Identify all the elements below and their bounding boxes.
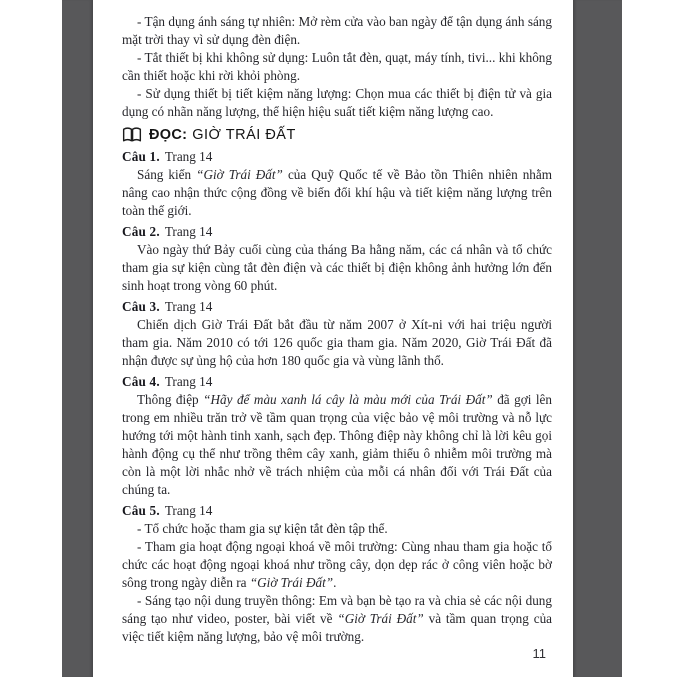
text-segment: Sáng kiến bbox=[137, 167, 197, 182]
text-segment: - Tham gia hoạt động ngoại khoá về môi trường: Cùng nhau tham gia hoặc tổ chức các hoạt động ngoại khoá như trồng cây, dọn dẹp rác ở công viên hoặc bờ sông trong ngày diễn ra bbox=[122, 539, 552, 590]
text-segment: “Hãy để màu xanh lá cây là màu mới của Trái Đất” bbox=[203, 392, 493, 407]
text-segment: Vào ngày thứ Bảy cuối cùng của tháng Ba hằng năm, các cá nhân và tổ chức tham gia sự kiện cùng tắt đèn điện và các thiết bị điện không ảnh hưởng lớn đến sinh hoạt trong vòng 60 phút. bbox=[122, 242, 552, 293]
question-number: Câu 5. bbox=[122, 503, 160, 518]
answer-paragraph bbox=[122, 166, 552, 220]
text-segment: - Sáng tạo nội dung truyền thông: Em và bạn bè tạo ra và chia sẻ các nội dung sáng tạo như video, poster, bài viết về bbox=[122, 593, 552, 626]
question-number: Câu 1. bbox=[122, 149, 160, 164]
intro-bullet-section bbox=[122, 13, 552, 121]
text-segment: và tầm quan trọng của việc tiết kiệm năng lượng, bảo vệ môi trường. bbox=[122, 611, 553, 644]
text-segment: - Tắt thiết bị khi không sử dụng: Luôn tắt đèn, quạt, máy tính, tivi... khi không cần thiết hoặc khi rời khỏi phòng. bbox=[122, 50, 552, 83]
question-page-ref: Trang 14 bbox=[164, 503, 213, 518]
bullet-paragraph bbox=[122, 49, 552, 85]
text-segment: - Sử dụng thiết bị tiết kiệm năng lượng: Chọn mua các thiết bị điện tử và gia dụng có nhãn năng lượng, thể hiện hiệu suất tiết kiệm năng lượng cao. bbox=[122, 86, 552, 119]
question-number: Câu 4. bbox=[122, 374, 160, 389]
section-heading bbox=[122, 125, 552, 145]
question-heading bbox=[122, 148, 552, 166]
text-segment: “Giờ Trái Đất” bbox=[196, 167, 283, 182]
open-book-icon bbox=[122, 127, 142, 143]
photo-backdrop-left bbox=[62, 0, 93, 677]
text-segment: - Tổ chức hoặc tham gia sự kiện tắt đèn tập thể. bbox=[137, 521, 388, 536]
text-segment: Chiến dịch Giờ Trái Đất bắt đầu từ năm 2007 ở Xít-ni với hai triệu người tham gia. Năm 2010 có tới 126 quốc gia tham gia. Năm 2020, Giờ Trái Đất đã nhận được sự ủng hộ của hơn 180 quốc gia và vùng lãnh thổ. bbox=[122, 317, 552, 368]
text-segment: “Giờ Trái Đất” bbox=[249, 575, 334, 590]
photo-backdrop-right bbox=[573, 0, 622, 677]
section-heading-title: GIỜ TRÁI ĐẤT bbox=[192, 127, 296, 143]
question-heading bbox=[122, 298, 552, 316]
answer-paragraph bbox=[122, 391, 552, 499]
bullet-paragraph bbox=[122, 13, 552, 49]
question-heading bbox=[122, 373, 552, 391]
bullet-paragraph bbox=[122, 592, 552, 646]
question-heading bbox=[122, 223, 552, 241]
text-segment: của Quỹ Quốc tế về Bảo tồn Thiên nhiên nhằm nâng cao nhận thức cộng đồng về biến đổi khí hậu và tiết kiệm năng lượng trên toàn thế giới. bbox=[122, 167, 552, 218]
bullet-paragraph bbox=[122, 520, 552, 538]
question-page-ref: Trang 14 bbox=[164, 224, 213, 239]
text-segment: đã gợi lên trong em nhiều trăn trở về tầm quan trọng của việc bảo vệ môi trường và nỗ lực hướng tới một hành tinh xanh, sạch đẹp. Thông điệp này không chỉ là lời kêu gọi hành động cụ thể như trồng thêm cây xanh, giảm thiểu ô nhiễm môi trường mà còn là một lời nhắc nhở về trách nhiệm của mỗi cá nhân đối với Trái Đất của chúng ta. bbox=[122, 392, 553, 497]
question-number: Câu 2. bbox=[122, 224, 160, 239]
bullet-paragraph bbox=[122, 538, 552, 592]
answer-paragraph bbox=[122, 241, 552, 295]
text-segment: Thông điệp bbox=[137, 392, 204, 407]
text-segment: - Tận dụng ánh sáng tự nhiên: Mở rèm cửa vào ban ngày để tận dụng ánh sáng mặt trời thay vì sử dụng đèn điện. bbox=[122, 14, 552, 47]
bullet-paragraph bbox=[122, 85, 552, 121]
question-page-ref: Trang 14 bbox=[164, 299, 213, 314]
question-page-ref: Trang 14 bbox=[164, 149, 213, 164]
answer-paragraph bbox=[122, 316, 552, 370]
section-heading-label: ĐỌC: bbox=[149, 127, 188, 143]
text-segment: . bbox=[333, 575, 337, 590]
question-number: Câu 3. bbox=[122, 299, 160, 314]
book-page-text bbox=[122, 13, 552, 646]
answers-section bbox=[122, 148, 552, 646]
page-number: 11 bbox=[532, 646, 546, 661]
text-segment: “Giờ Trái Đất” bbox=[337, 611, 424, 626]
question-page-ref: Trang 14 bbox=[164, 374, 213, 389]
question-heading bbox=[122, 502, 552, 520]
